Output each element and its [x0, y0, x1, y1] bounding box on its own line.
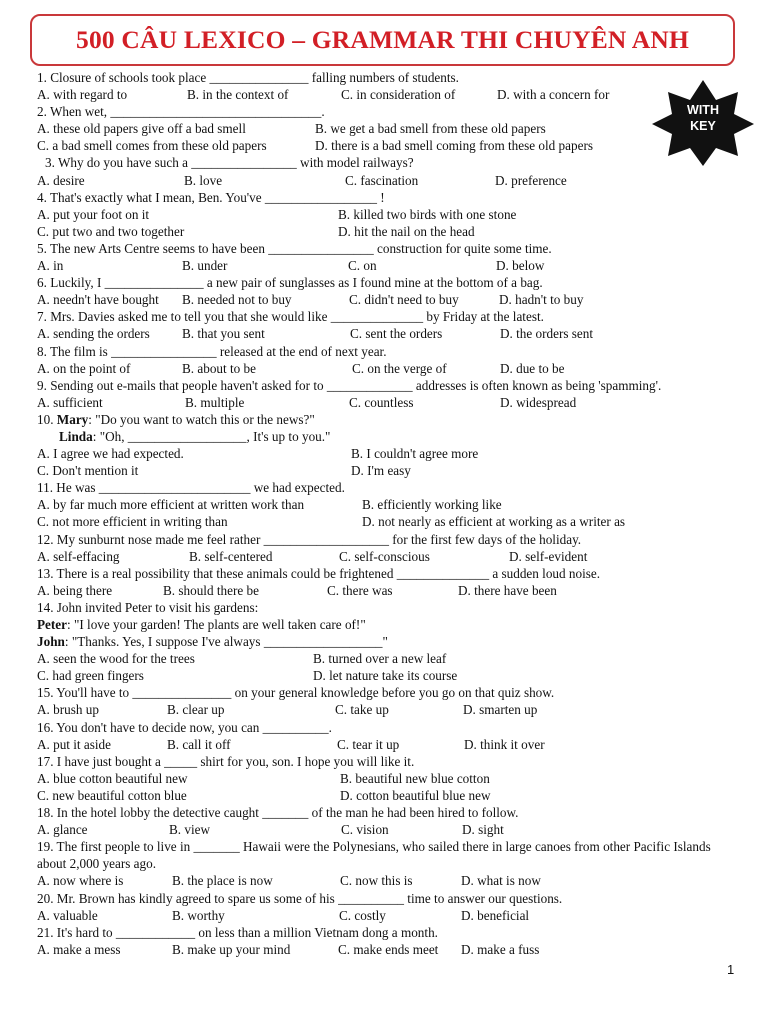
option-a[interactable]: A. now where is — [37, 873, 124, 889]
option-a[interactable]: A. I agree we had expected. — [37, 446, 184, 462]
option-a[interactable]: A. blue cotton beautiful new — [37, 770, 188, 786]
question-1-options — [37, 86, 737, 103]
option-d[interactable]: D. there have been — [458, 582, 557, 598]
option-b[interactable]: B. should there be — [163, 582, 259, 598]
option-b[interactable]: B. make up your mind — [172, 941, 291, 957]
question-18-stem: 18. In the hotel lobby the detective caught _______ of the man he had been hired to follow. — [37, 805, 519, 821]
question-5-options — [37, 257, 737, 274]
question-19-stem: 19. The first people to live in _______ Hawaii were the Polynesians, who sailed there in large canoes from other Pacific Islands about 2,000 years ago. — [37, 839, 711, 872]
option-d[interactable]: D. widespread — [500, 394, 577, 410]
question-21-options — [37, 941, 737, 958]
question-16-options — [37, 736, 737, 753]
question-13-stem: 13. There is a real possibility that these animals could be frightened ______________ a sudden loud noise. — [37, 565, 601, 581]
option-d[interactable]: D. sight — [462, 822, 504, 838]
option-a[interactable]: A. with regard to — [37, 87, 128, 103]
option-a[interactable]: A. on the point of — [37, 360, 131, 376]
badge-line-key: KEY — [690, 119, 716, 133]
question-5-stem: 5. The new Arts Centre seems to have been ________________ construction for quite some time. — [37, 240, 552, 256]
question-15-stem: 15. You'll have to _______________ on your general knowledge before you go on that quiz show. — [37, 685, 555, 701]
option-c[interactable]: C. take up — [335, 702, 389, 718]
question-10-dialogue — [37, 428, 737, 445]
question-10-options-cd — [37, 462, 737, 479]
dialogue-line: : "I love your garden! The plants are well taken care of!" — [67, 617, 366, 632]
title-banner — [30, 14, 735, 66]
option-d[interactable]: D. preference — [495, 172, 567, 188]
option-a[interactable]: A. sending the orders — [37, 326, 150, 342]
question-14-options-ab — [37, 650, 737, 667]
option-d[interactable]: D. I'm easy — [351, 463, 411, 479]
option-b[interactable]: B. killed two birds with one stone — [338, 206, 517, 222]
option-c[interactable]: C. self-conscious — [339, 548, 430, 564]
question-12-stem: 12. My sunburnt nose made me feel rather ___________________ for the first few days of the holiday. — [37, 531, 582, 547]
question-10-options-ab — [37, 445, 737, 462]
question-6-stem: 6. Luckily, I _______________ a new pair of sunglasses as I found mine at the bottom of a bag. — [37, 275, 543, 291]
question-8-stem: 8. The film is ________________ released at the end of next year. — [37, 343, 387, 359]
option-a[interactable]: A. in — [37, 258, 64, 274]
question-16-stem: 16. You don't have to decide now, you can __________. — [37, 719, 332, 735]
question-10-stem — [37, 411, 737, 428]
option-b[interactable]: B. in the context of — [187, 87, 289, 103]
option-d[interactable]: D. self-evident — [509, 548, 588, 564]
option-c[interactable]: C. countless — [349, 394, 414, 410]
option-a[interactable]: A. make a mess — [37, 941, 121, 957]
option-c[interactable]: C. on — [348, 258, 377, 274]
option-b[interactable]: B. beautiful new blue cotton — [340, 770, 490, 786]
question-4-stem: 4. That's exactly what I mean, Ben. You've _________________ ! — [37, 189, 385, 205]
speaker-john: John — [37, 634, 65, 650]
option-c[interactable]: C. costly — [339, 907, 386, 923]
option-a[interactable]: A. seen the wood for the trees — [37, 651, 195, 667]
option-c[interactable]: C. there was — [327, 582, 393, 598]
option-a[interactable]: A. being there — [37, 582, 113, 598]
question-17-options-cd — [37, 787, 737, 804]
option-a[interactable]: A. desire — [37, 172, 85, 188]
option-a[interactable]: A. these old papers give off a bad smell — [37, 121, 246, 137]
option-c[interactable]: C. on the verge of — [352, 360, 447, 376]
question-7-stem: 7. Mrs. Davies asked me to tell you that she would like ______________ by Friday at the latest. — [37, 309, 544, 325]
option-c[interactable]: C. make ends meet — [338, 941, 439, 957]
option-d[interactable]: D. hadn't to buy — [499, 292, 584, 308]
question-17-options-ab — [37, 770, 737, 787]
question-3-options — [37, 172, 737, 189]
question-4-options-cd — [37, 223, 737, 240]
option-b[interactable]: B. efficiently working like — [362, 497, 502, 513]
option-c[interactable]: C. fascination — [345, 172, 419, 188]
option-c[interactable]: C. had green fingers — [37, 668, 144, 684]
question-number: 10. — [37, 411, 54, 427]
option-d[interactable]: D. due to be — [500, 360, 565, 376]
question-17-stem: 17. I have just bought a _____ shirt for you, son. I hope you will like it. — [37, 753, 415, 769]
option-d[interactable]: D. below — [496, 258, 545, 274]
option-a[interactable]: A. put it aside — [37, 736, 111, 752]
option-b[interactable]: B. self-centered — [189, 548, 273, 564]
option-b[interactable]: B. clear up — [167, 702, 225, 718]
option-b[interactable]: B. needed not to buy — [182, 292, 292, 308]
question-12-options — [37, 548, 737, 565]
option-d[interactable]: D. not nearly as efficient at working as a writer as — [362, 514, 626, 530]
option-c[interactable]: C. new beautiful cotton blue — [37, 787, 187, 803]
question-13-options — [37, 582, 737, 599]
option-a[interactable]: A. by far much more efficient at written work than — [37, 497, 305, 513]
option-d[interactable]: D. hit the nail on the head — [338, 223, 475, 239]
question-9-options — [37, 394, 737, 411]
question-9-stem: 9. Sending out e-mails that people haven't asked for to _____________ addresses is often known as being 'spamming'. — [37, 377, 662, 393]
option-c[interactable]: C. in consideration of — [341, 87, 456, 103]
question-20-stem: 20. Mr. Brown has kindly agreed to spare us some of his __________ time to answer our questions. — [37, 890, 563, 906]
dialogue-line: : "Oh, __________________, It's up to you." — [92, 428, 331, 444]
question-11-stem: 11. He was _______________________ we had expected. — [37, 480, 345, 496]
option-b[interactable]: B. call it off — [167, 736, 231, 752]
dialogue-line: : "Thanks. Yes, I suppose I've always __________________" — [64, 634, 388, 650]
option-b[interactable]: B. the place is now — [172, 873, 273, 889]
option-c[interactable]: C. sent the orders — [350, 326, 443, 342]
question-8-options — [37, 360, 737, 377]
question-18-options — [37, 821, 737, 838]
question-list — [37, 69, 737, 958]
option-c[interactable]: C. not more efficient in writing than — [37, 514, 228, 530]
option-a[interactable]: A. brush up — [37, 702, 99, 718]
option-b[interactable]: B. love — [184, 172, 223, 188]
option-d[interactable]: D. let nature take its course — [313, 668, 458, 684]
dialogue-line: : "Do you want to watch this or the news?" — [88, 411, 315, 427]
option-d[interactable]: D. with a concern for — [497, 87, 610, 103]
option-c[interactable]: C. tear it up — [337, 736, 400, 752]
question-6-options — [37, 291, 737, 308]
option-c[interactable]: C. Don't mention it — [37, 463, 139, 479]
option-a[interactable]: A. needn't have bought — [37, 292, 159, 308]
option-b[interactable]: B. we get a bad smell from these old papers — [315, 121, 546, 137]
option-d[interactable]: D. think it over — [464, 736, 545, 752]
option-b[interactable]: B. that you sent — [182, 326, 265, 342]
option-a[interactable]: A. valuable — [37, 907, 98, 923]
option-a[interactable]: A. sufficient — [37, 394, 103, 410]
option-c[interactable]: C. a bad smell comes from these old papers — [37, 138, 267, 154]
option-a[interactable]: A. self-effacing — [37, 548, 120, 564]
question-20-options — [37, 907, 737, 924]
question-2-stem: 2. When wet, ________________________________. — [37, 104, 325, 120]
option-d[interactable]: D. there is a bad smell coming from these old papers — [315, 138, 593, 154]
question-7-options — [37, 325, 737, 342]
question-14-stem: 14. John invited Peter to visit his gardens: — [37, 599, 259, 615]
option-d[interactable]: D. cotton beautiful blue new — [340, 787, 491, 803]
question-2-options-ab — [37, 120, 737, 137]
question-11-options-cd — [37, 513, 737, 530]
option-b[interactable]: B. I couldn't agree more — [351, 446, 479, 462]
option-c[interactable]: C. put two and two together — [37, 223, 185, 239]
option-a[interactable]: A. put your foot on it — [37, 206, 150, 222]
option-c[interactable]: C. now this is — [340, 873, 413, 889]
option-c[interactable]: C. didn't need to buy — [349, 292, 459, 308]
speaker-peter: Peter — [37, 617, 68, 632]
option-d[interactable]: D. beneficial — [461, 907, 530, 923]
question-21-stem: 21. It's hard to ____________ on less than a million Vietnam dong a month. — [37, 924, 438, 940]
question-3-stem: 3. Why do you have such a ________________ with model railways? — [45, 155, 414, 171]
speaker-linda: Linda — [59, 428, 93, 444]
option-d[interactable]: D. make a fuss — [461, 941, 540, 957]
option-b[interactable]: B. turned over a new leaf — [313, 651, 447, 667]
question-1-stem: 1. Closure of schools took place _______________ falling numbers of students. — [37, 70, 459, 85]
option-d[interactable]: D. smarten up — [463, 702, 538, 718]
question-11-options-ab — [37, 496, 737, 513]
question-14-options-cd — [37, 667, 737, 684]
option-a[interactable]: A. glance — [37, 822, 88, 838]
page-number: 1 — [727, 962, 735, 977]
question-19-options — [37, 872, 737, 889]
option-b[interactable]: B. multiple — [185, 394, 245, 410]
option-b[interactable]: B. view — [169, 822, 211, 838]
question-2-options-cd — [37, 137, 737, 154]
question-14-dialogue-john — [37, 633, 737, 650]
option-b[interactable]: B. under — [182, 258, 228, 274]
speaker-mary: Mary — [56, 411, 89, 427]
option-b[interactable]: B. worthy — [172, 907, 225, 923]
page-title: 500 CÂU LEXICO – GRAMMAR THI CHUYÊN ANH — [76, 25, 689, 54]
option-b[interactable]: B. about to be — [182, 360, 256, 376]
option-d[interactable]: D. the orders sent — [500, 326, 594, 342]
question-14-dialogue-peter — [37, 616, 737, 633]
question-4-options-ab — [37, 206, 737, 223]
option-c[interactable]: C. vision — [341, 822, 389, 838]
question-15-options — [37, 701, 737, 718]
option-d[interactable]: D. what is now — [461, 873, 541, 889]
badge-line-with: WITH — [687, 103, 719, 117]
